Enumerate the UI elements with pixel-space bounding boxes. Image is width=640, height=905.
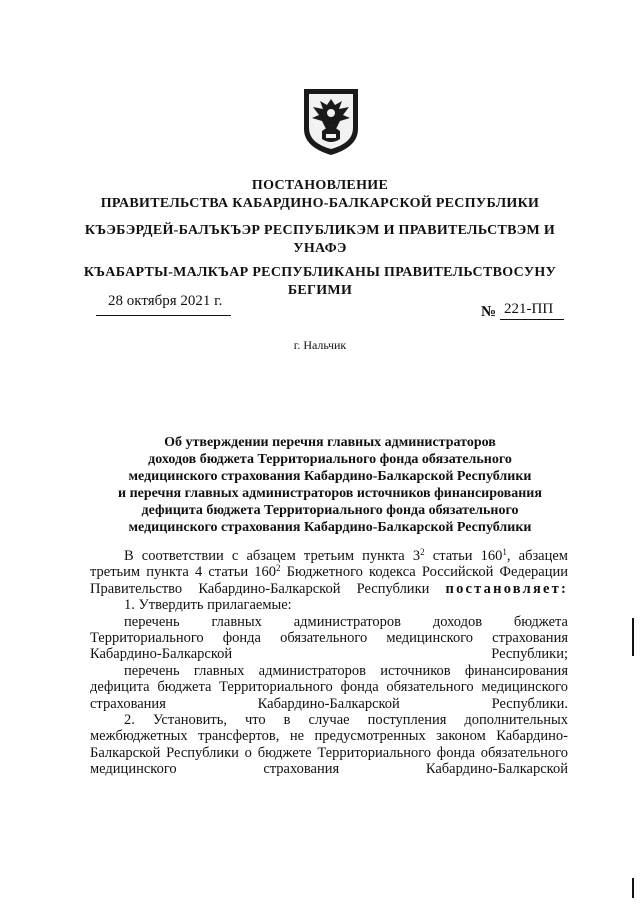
doc-type-heading: ПОСТАНОВЛЕНИЕ (251, 178, 389, 193)
decree-keyword: постановляет: (445, 580, 568, 597)
kabardian-heading-line2: УНАФЭ (293, 241, 347, 256)
scan-margin-mark (632, 878, 634, 898)
document-body (90, 548, 568, 778)
balkar-heading-line2: БЕГИМИ (287, 283, 353, 298)
document-title (90, 434, 570, 536)
date-underline (96, 315, 231, 316)
title-line: дефицита бюджета Территориального фонда обязательного (141, 503, 519, 518)
number-label: № (481, 304, 497, 320)
scan-margin-mark (632, 618, 634, 656)
item-2: 2. Установить, что в случае поступления дополнительных межбюджетных трансфертов, не предусмотренных законом Кабардино-Балкарской Республики о бюджете Территориального фонда обязательного медицинского страхования Кабардино-Балкарской (90, 712, 568, 778)
document-date: 28 октября 2021 г. (108, 293, 223, 309)
issuer-heading: ПРАВИТЕЛЬСТВА КАБАРДИНО-БАЛКАРСКОЙ РЕСПУБЛИКИ (100, 196, 540, 211)
balkar-heading-line1: КЪАБАРТЫ-МАЛКЪАР РЕСПУБЛИКАНЫ ПРАВИТЕЛЬСТВОСУНУ (83, 265, 557, 280)
preamble-paragraph: В соответствии с абзацем третьим пункта $3^2$ статьи $160^1$, абзацем третьим пункта 4 статьи $160^2$ Бюджетного кодекса Российской Федерации Правительство Кабардино-Балкарской Республики постановляет: (90, 547, 568, 597)
number-underline (500, 319, 564, 320)
title-line: доходов бюджета Территориального фонда обязательного (148, 452, 512, 467)
kabardian-heading-line1: КЪЭБЭРДЕЙ-БАЛЪКЪЭР РЕСПУБЛИКЭМ И ПРАВИТЕЛЬСТВЭМ И (84, 223, 556, 238)
title-line: и перечня главных администраторов источников финансирования (118, 486, 542, 501)
city-label: г. Нальчик (293, 338, 347, 352)
list-item-2: перечень главных администраторов источников финансирования дефицита бюджета Территориального фонда обязательного медицинского страхования Кабардино-Балкарской Республики. (90, 662, 568, 712)
item-1: 1. Утвердить прилагаемые: (124, 597, 292, 614)
title-line: медицинского страхования Кабардино-Балкарской Республики (128, 520, 532, 535)
list-item-1: перечень главных администраторов доходов бюджета Территориального фонда обязательного медицинского страхования Кабардино-Балкарской Республики; (90, 613, 568, 663)
title-line: Об утверждении перечня главных администраторов (164, 435, 496, 450)
document-number: 221-ПП (504, 301, 554, 317)
title-line: медицинского страхования Кабардино-Балкарской Республики (128, 469, 532, 484)
coat-of-arms-emblem (300, 85, 362, 157)
